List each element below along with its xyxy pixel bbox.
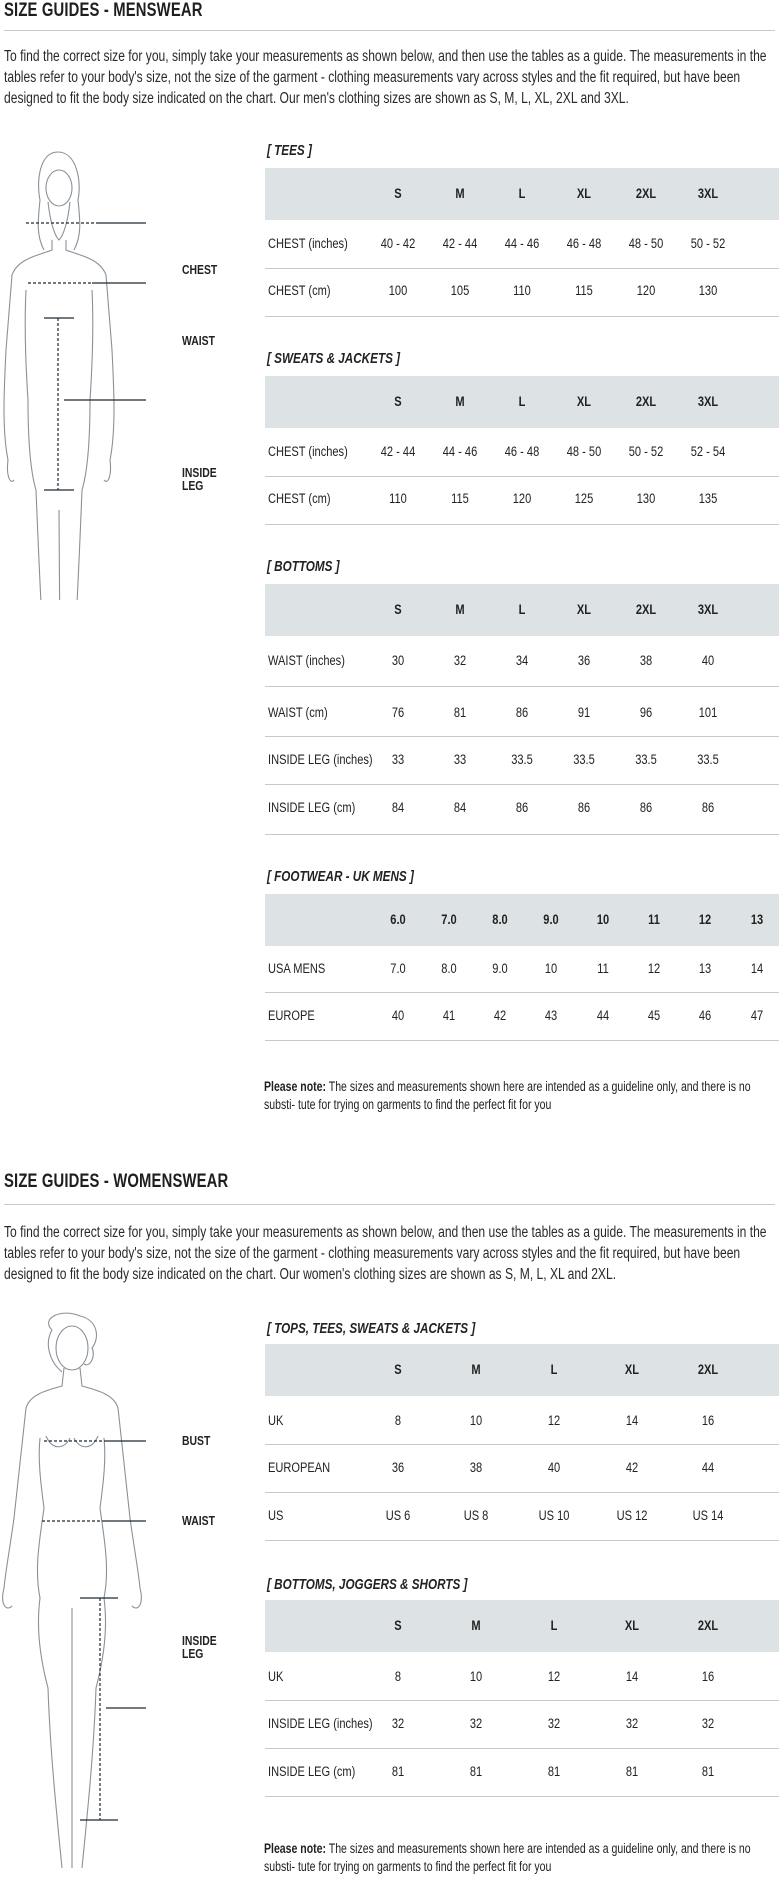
- note-label: Please note:: [264, 1841, 327, 1856]
- table-cell: US 8: [463, 1508, 489, 1523]
- table-cell: 30: [391, 653, 405, 668]
- table-cell: 115: [451, 491, 469, 506]
- note-label: Please note:: [264, 1079, 327, 1094]
- column-header: S: [394, 186, 402, 201]
- table-row: [265, 220, 779, 268]
- womenswear-section: [0, 1160, 779, 1884]
- row-label: WAIST (cm): [268, 705, 328, 720]
- column-header: L: [518, 602, 526, 617]
- row-divider: [265, 1796, 779, 1797]
- column-header: XL: [624, 1618, 640, 1633]
- table-cell: 46: [698, 1008, 712, 1023]
- column-header: S: [394, 602, 402, 617]
- column-header: L: [550, 1362, 558, 1377]
- column-header: 13: [750, 912, 764, 927]
- table-cell: 33.5: [697, 752, 719, 767]
- table-cell: 44: [596, 1008, 610, 1023]
- column-header: L: [518, 186, 526, 201]
- row-label: CHEST (inches): [268, 444, 348, 459]
- table-cell: 101: [698, 705, 718, 720]
- table-cell: 14: [625, 1669, 639, 1684]
- column-header: M: [455, 602, 465, 617]
- table-cell: 44 - 46: [442, 444, 478, 459]
- female-body-figure: [0, 1308, 260, 1868]
- footwear-table-title: [ FOOTWEAR - UK MENS ]: [267, 868, 414, 885]
- table-cell: 10: [469, 1413, 483, 1428]
- table-cell: 81: [547, 1764, 561, 1779]
- row-divider: [265, 524, 779, 525]
- table-cell: 46 - 48: [566, 236, 602, 251]
- table-cell: 7.0: [390, 961, 406, 976]
- column-header: M: [455, 394, 465, 409]
- sweats-jackets-table: [265, 376, 779, 526]
- table-cell: 33: [453, 752, 467, 767]
- column-header: 10: [596, 912, 610, 927]
- menswear-title: SIZE GUIDES - MENSWEAR: [4, 0, 203, 21]
- column-header: 12: [698, 912, 712, 927]
- column-header: 3XL: [697, 602, 719, 617]
- table-cell: 135: [698, 491, 718, 506]
- inside-leg-label: INSIDE LEG: [182, 1633, 217, 1661]
- table-cell: 32: [625, 1716, 639, 1731]
- row-label: INSIDE LEG (cm): [268, 1764, 356, 1779]
- table-cell: 48 - 50: [566, 444, 602, 459]
- table-cell: 38: [639, 653, 653, 668]
- table-cell: 96: [639, 705, 653, 720]
- column-header: 2XL: [635, 602, 657, 617]
- table-row: [265, 993, 779, 1041]
- table-cell: 33: [391, 752, 405, 767]
- table-cell: 14: [625, 1413, 639, 1428]
- table-cell: 130: [636, 491, 656, 506]
- table-cell: 81: [391, 1764, 405, 1779]
- table-cell: 86: [577, 800, 591, 815]
- column-header: 3XL: [697, 394, 719, 409]
- column-header: 9.0: [543, 912, 559, 927]
- row-label: WAIST (inches): [268, 653, 345, 668]
- table-cell: 115: [575, 283, 593, 298]
- column-header: XL: [576, 186, 592, 201]
- table-cell: US 10: [538, 1508, 570, 1523]
- table-cell: 86: [639, 800, 653, 815]
- table-cell: 44: [701, 1460, 715, 1475]
- sweats-table-title: [ SWEATS & JACKETS ]: [267, 350, 401, 367]
- table-cell: 100: [388, 283, 408, 298]
- row-label: EUROPEAN: [268, 1460, 331, 1475]
- table-header-row: [265, 894, 779, 946]
- column-header: L: [550, 1618, 558, 1633]
- table-cell: 105: [450, 283, 470, 298]
- row-label: EUROPE: [268, 1008, 315, 1023]
- row-label: CHEST (cm): [268, 283, 331, 298]
- table-cell: 50 - 52: [690, 236, 726, 251]
- table-cell: 81: [469, 1764, 483, 1779]
- row-label: UK: [268, 1669, 284, 1684]
- tops-table-title: [ TOPS, TEES, SWEATS & JACKETS ]: [267, 1320, 476, 1337]
- table-cell: 33.5: [635, 752, 657, 767]
- table-header-row: [265, 584, 779, 636]
- menswear-title-rule: [4, 30, 775, 31]
- waist-label: WAIST: [182, 1513, 215, 1528]
- womenswear-note: [264, 1840, 763, 1876]
- table-header-row: [265, 168, 779, 220]
- womenswear-title-rule: [4, 1204, 775, 1205]
- column-header: XL: [624, 1362, 640, 1377]
- table-cell: 120: [512, 491, 532, 506]
- row-divider: [265, 316, 779, 317]
- column-header: 2XL: [697, 1618, 719, 1633]
- table-cell: 47: [750, 1008, 764, 1023]
- column-header: 2XL: [697, 1362, 719, 1377]
- column-header: 3XL: [697, 186, 719, 201]
- table-cell: 50 - 52: [628, 444, 664, 459]
- table-header-row: [265, 1344, 779, 1396]
- table-cell: US 14: [692, 1508, 724, 1523]
- column-header: S: [394, 1618, 402, 1633]
- table-cell: 12: [547, 1669, 561, 1684]
- table-cell: 125: [574, 491, 594, 506]
- table-cell: US 6: [385, 1508, 411, 1523]
- column-header: M: [471, 1618, 481, 1633]
- table-cell: 36: [391, 1460, 405, 1475]
- table-cell: 32: [701, 1716, 715, 1731]
- row-label: INSIDE LEG (inches): [268, 752, 373, 767]
- row-divider: [265, 834, 779, 835]
- table-cell: 81: [625, 1764, 639, 1779]
- table-cell: 45: [647, 1008, 661, 1023]
- table-cell: 9.0: [492, 961, 508, 976]
- bottoms-table-title: [ BOTTOMS ]: [267, 558, 340, 575]
- inside-leg-label: INSIDE LEG: [182, 465, 217, 493]
- row-label: INSIDE LEG (inches): [268, 1716, 373, 1731]
- table-row: [265, 1493, 779, 1541]
- table-cell: 32: [453, 653, 467, 668]
- table-cell: 32: [391, 1716, 405, 1731]
- table-row: [265, 477, 779, 525]
- table-cell: 42: [625, 1460, 639, 1475]
- table-cell: 14: [750, 961, 764, 976]
- table-cell: US 12: [616, 1508, 648, 1523]
- table-cell: 130: [698, 283, 718, 298]
- table-cell: 16: [701, 1413, 715, 1428]
- table-cell: 46 - 48: [504, 444, 540, 459]
- table-cell: 33.5: [573, 752, 595, 767]
- womenswear-intro: To find the correct size for you, simply take your measurements as shown below, and then use the tables as a guide. The measurements in the tables refer to your body's size, not the size of the garment - clothing measurements vary across styles and the fit required, but have been designed to fit the body size indicated on the chart. Our women's clothing sizes are shown as S, M, L, XL and 2XL.: [4, 1224, 767, 1283]
- column-header: 2XL: [635, 186, 657, 201]
- table-cell: 40: [701, 653, 715, 668]
- bust-label: BUST: [182, 1433, 211, 1448]
- table-row: [265, 1396, 779, 1444]
- tees-table: [265, 168, 779, 318]
- table-cell: 44 - 46: [504, 236, 540, 251]
- table-row: [265, 785, 779, 833]
- table-cell: 42 - 44: [442, 236, 478, 251]
- table-row: [265, 946, 779, 994]
- table-cell: 12: [647, 961, 661, 976]
- table-row: [265, 1701, 779, 1749]
- table-cell: 10: [469, 1669, 483, 1684]
- row-label: CHEST (cm): [268, 491, 331, 506]
- column-header: L: [518, 394, 526, 409]
- table-row: [265, 269, 779, 317]
- menswear-intro: To find the correct size for you, simply take your measurements as shown below, and then use the tables as a guide. The measurements in the tables refer to your body's size, not the size of the garment - clothing measurements vary across styles and the fit required, but have been designed to fit the body size indicated on the chart. Our men's clothing sizes are shown as S, M, L, XL, 2XL and 3XL.: [4, 48, 767, 107]
- table-row: [265, 687, 779, 737]
- tops-table: [265, 1344, 779, 1544]
- bottoms-table: [265, 584, 779, 836]
- note-text: The sizes and measurements shown here are intended as a guideline only, and there is no substi- tute for trying on garments to find the perfect fit for you: [264, 1079, 751, 1112]
- note-text: The sizes and measurements shown here are intended as a guideline only, and there is no substi- tute for trying on garments to find the perfect fit for you: [264, 1841, 751, 1874]
- table-cell: 8: [394, 1669, 402, 1684]
- table-cell: 86: [701, 800, 715, 815]
- table-cell: 81: [701, 1764, 715, 1779]
- womenswear-title: SIZE GUIDES - WOMENSWEAR: [4, 1171, 229, 1192]
- table-cell: 86: [515, 800, 529, 815]
- column-header: 8.0: [492, 912, 508, 927]
- row-label: USA MENS: [268, 961, 326, 976]
- table-row: [265, 1652, 779, 1700]
- column-header: 11: [648, 912, 660, 927]
- column-header: XL: [576, 394, 592, 409]
- menswear-note: [264, 1078, 763, 1114]
- footwear-table: [265, 894, 779, 1044]
- column-header: M: [455, 186, 465, 201]
- table-cell: 86: [515, 705, 529, 720]
- table-cell: 42: [493, 1008, 507, 1023]
- table-cell: 84: [453, 800, 467, 815]
- row-label: CHEST (inches): [268, 236, 348, 251]
- column-header: 7.0: [441, 912, 457, 927]
- table-cell: 40: [547, 1460, 561, 1475]
- column-header: 6.0: [390, 912, 406, 927]
- table-row: [265, 1749, 779, 1797]
- table-cell: 34: [515, 653, 529, 668]
- column-header: 2XL: [635, 394, 657, 409]
- womens-bottoms-table: [265, 1600, 779, 1800]
- table-cell: 12: [547, 1413, 561, 1428]
- row-divider: [265, 1540, 779, 1541]
- tees-table-title: [ TEES ]: [267, 142, 312, 159]
- table-cell: 40 - 42: [380, 236, 416, 251]
- table-row: [265, 636, 779, 686]
- table-cell: 38: [469, 1460, 483, 1475]
- table-cell: 32: [469, 1716, 483, 1731]
- table-cell: 33.5: [511, 752, 533, 767]
- table-cell: 32: [547, 1716, 561, 1731]
- male-silhouette-icon: [0, 140, 260, 600]
- table-row: [265, 1445, 779, 1493]
- table-cell: 36: [577, 653, 591, 668]
- table-cell: 11: [597, 961, 609, 976]
- table-header-row: [265, 1600, 779, 1652]
- table-cell: 42 - 44: [380, 444, 416, 459]
- table-cell: 91: [577, 705, 591, 720]
- table-row: [265, 428, 779, 476]
- table-cell: 110: [513, 283, 531, 298]
- table-cell: 40: [391, 1008, 405, 1023]
- column-header: XL: [576, 602, 592, 617]
- column-header: M: [471, 1362, 481, 1377]
- table-cell: 110: [389, 491, 407, 506]
- row-label: INSIDE LEG (cm): [268, 800, 356, 815]
- table-cell: 13: [698, 961, 712, 976]
- womens-bottoms-table-title: [ BOTTOMS, JOGGERS & SHORTS ]: [267, 1576, 468, 1593]
- chest-label: CHEST: [182, 262, 218, 277]
- column-header: S: [394, 394, 402, 409]
- table-cell: 43: [544, 1008, 558, 1023]
- row-divider: [265, 1040, 779, 1041]
- column-header: S: [394, 1362, 402, 1377]
- table-cell: 52 - 54: [690, 444, 726, 459]
- table-row: [265, 737, 779, 785]
- table-header-row: [265, 376, 779, 428]
- male-body-figure: [0, 140, 260, 600]
- row-label: US: [268, 1508, 284, 1523]
- table-cell: 41: [442, 1008, 456, 1023]
- table-cell: 76: [391, 705, 405, 720]
- row-label: UK: [268, 1413, 284, 1428]
- female-silhouette-icon: [0, 1308, 260, 1868]
- table-cell: 10: [544, 961, 558, 976]
- table-cell: 84: [391, 800, 405, 815]
- table-cell: 81: [453, 705, 467, 720]
- table-cell: 48 - 50: [628, 236, 664, 251]
- table-cell: 8: [394, 1413, 402, 1428]
- waist-label: WAIST: [182, 333, 215, 348]
- table-cell: 8.0: [441, 961, 457, 976]
- table-cell: 16: [701, 1669, 715, 1684]
- table-cell: 120: [636, 283, 656, 298]
